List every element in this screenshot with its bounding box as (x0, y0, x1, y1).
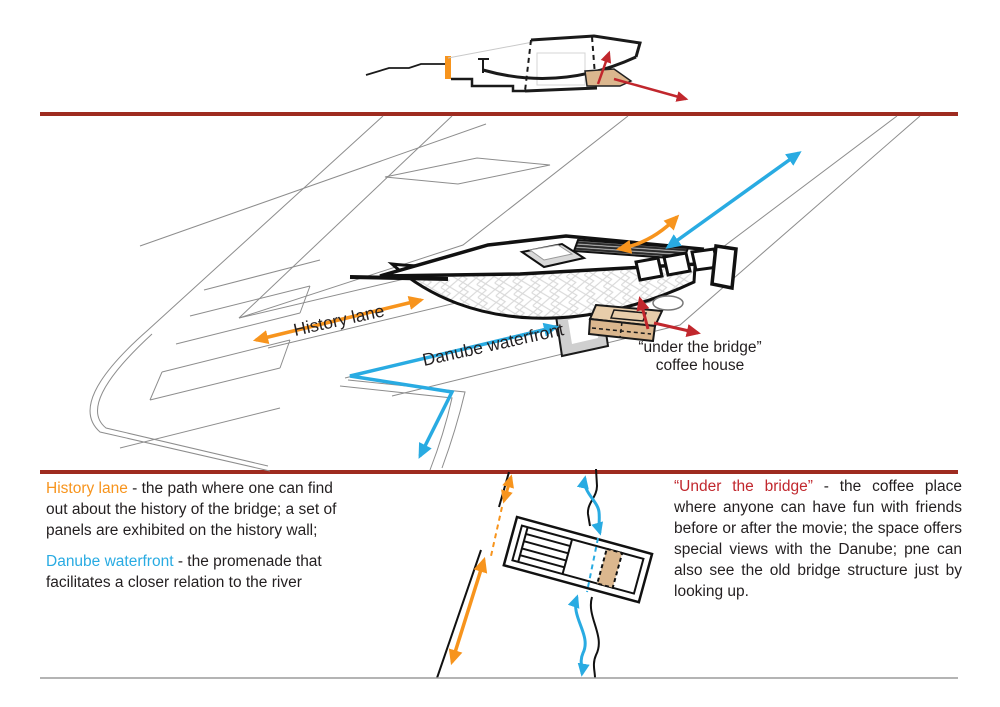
legend-danube-waterfront (46, 551, 344, 593)
legend-text-danube-waterfront: - the promenade that facilitates a closer relation to the river (46, 553, 322, 591)
screen-room-outline (537, 53, 585, 85)
riverbank-wavy-line-bottom (591, 597, 599, 678)
site-axonometric-drawing (90, 116, 920, 471)
history-lane-label: History lane (291, 300, 387, 340)
legend-under-the-bridge (674, 476, 962, 602)
divider-bar-top (40, 112, 958, 116)
approach-beam (350, 277, 448, 279)
history-wall-marker (445, 56, 451, 79)
window-panel (664, 253, 690, 275)
history-flow-dashed (491, 507, 502, 556)
terrain-profile-line (366, 64, 445, 75)
coffee-arrow-label (654, 323, 698, 333)
top-section-drawing (366, 36, 686, 99)
lane-edge-bottom (437, 550, 481, 678)
divider-bar-bottom (40, 470, 958, 474)
legend-text-history-lane: - the path where one can find out about the history of the bridge; a set of panels are exhibited on the history wall; (46, 480, 337, 539)
legend-right-block (674, 476, 962, 612)
legend-term-under-the-bridge: “Under the bridge” (674, 478, 813, 495)
view-arrow-out (614, 79, 686, 99)
legend-left-block (46, 478, 344, 603)
upper-path-arrow-blue (668, 153, 799, 247)
sight-line (448, 42, 533, 58)
embankment-terraces (120, 260, 320, 448)
legend-term-history-lane: History lane (46, 480, 128, 497)
bridge-plan (504, 517, 652, 602)
coffee-house-label-line1: “under the bridge” (638, 339, 762, 356)
history-flow-arrow-bottom (452, 560, 484, 662)
deck-access-arrows (619, 153, 799, 249)
waterfront-flow-arrow-bottom (576, 597, 586, 674)
coffee-house-section (585, 69, 631, 86)
window-panel (636, 258, 662, 280)
legend-text-under-the-bridge: - the coffee place where anyone can have fun with friends before or after the movie; the space offers special views with the Danube; pne can also see the old bridge structure just by looking up. (674, 478, 962, 600)
end-panel (712, 246, 736, 288)
building-base-line (525, 88, 597, 91)
coffee-house-label-line2: coffee house (655, 357, 745, 374)
danube-waterfront-label: Danube waterfront (420, 319, 566, 370)
legend-term-danube-waterfront: Danube waterfront (46, 553, 174, 570)
stair-core (653, 296, 683, 310)
legend-history-lane (46, 478, 344, 541)
ground-steps (451, 79, 525, 91)
